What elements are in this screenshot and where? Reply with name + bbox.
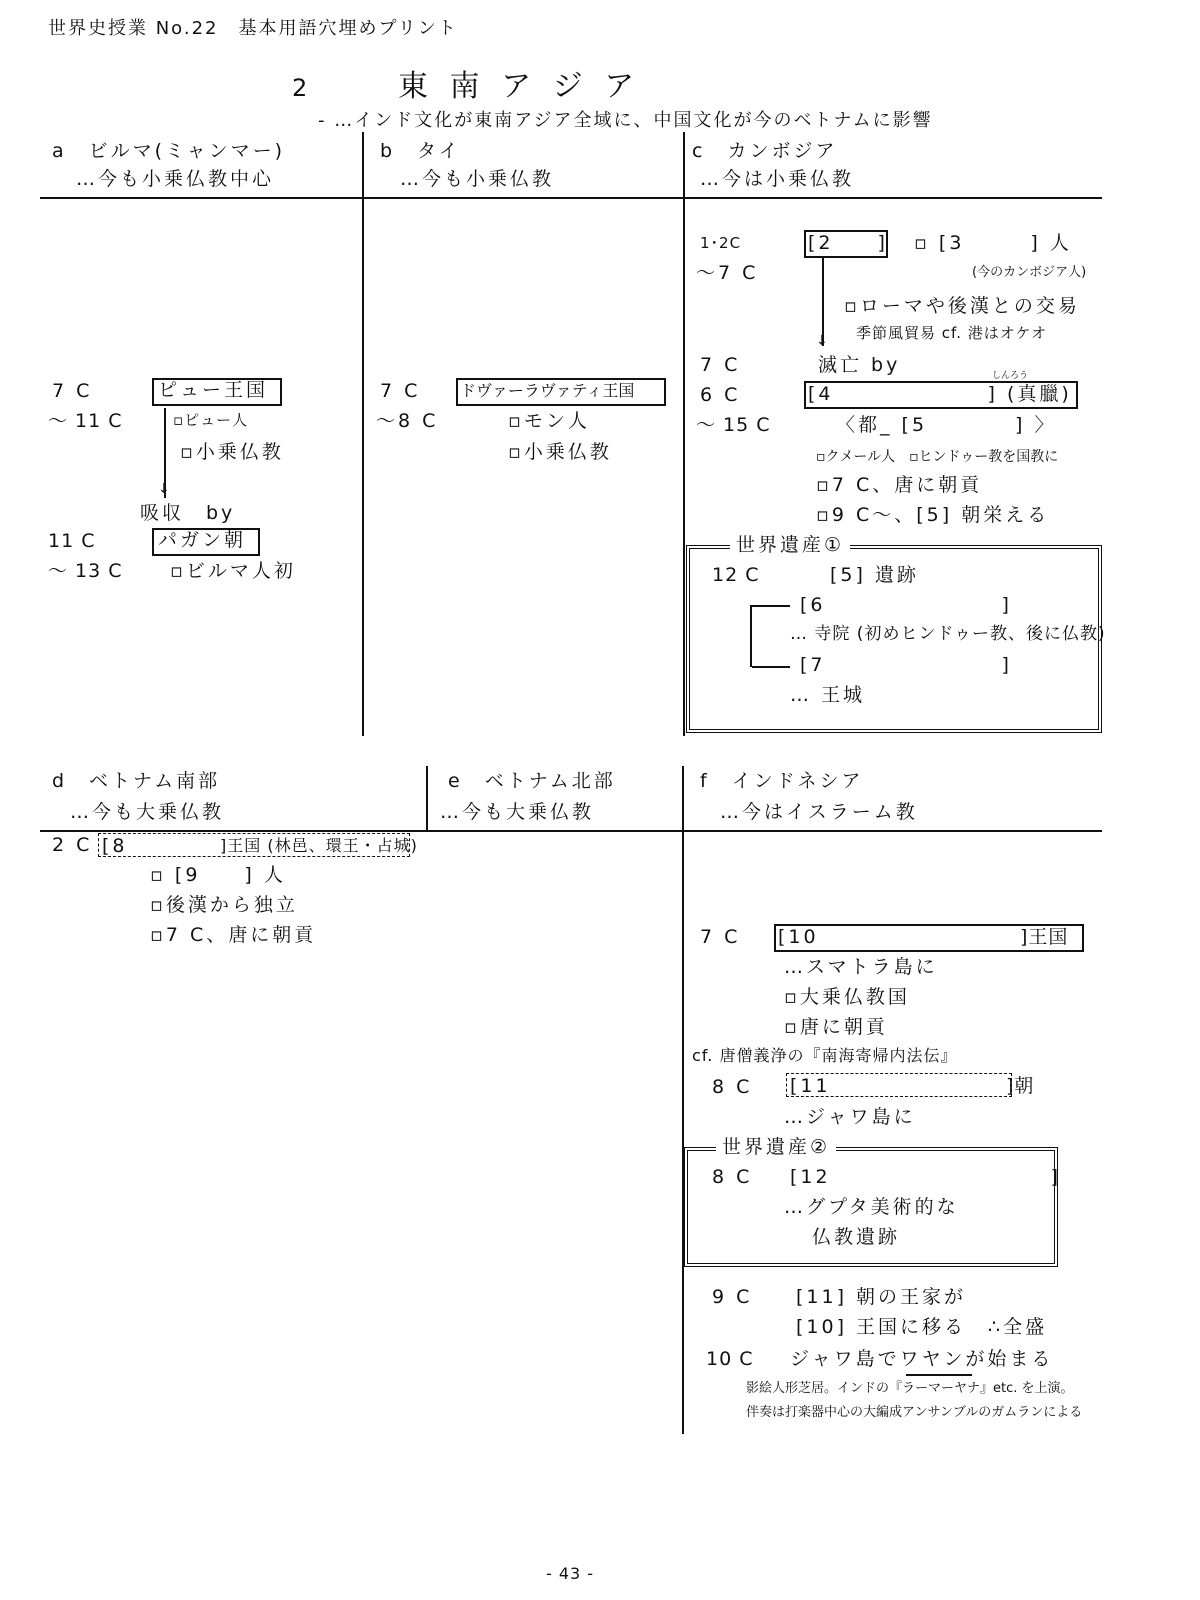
khmer-hindu: ▫クメール人 ▫ヒンドゥー教を国教に <box>816 449 1059 465</box>
royal-family-move: [11] 朝の王家が <box>796 1286 967 1308</box>
thai-time: 7 C <box>380 380 421 402</box>
ruby-shinro: しんろう <box>992 371 1029 381</box>
col-c-sub: …今は小乗仏教 <box>700 168 855 190</box>
heritage-1-ruins: [5] 遺跡 <box>830 564 919 586</box>
col-b-sub: …今も小乗仏教 <box>400 168 555 190</box>
col-a-sub: …今も小乗仏教中心 <box>76 168 275 190</box>
col-d-label: d ベトナム南部 <box>52 770 221 792</box>
burma-time-1: 7 C <box>52 380 93 402</box>
arrow-head-icon: ↓ <box>158 481 170 497</box>
col-e-sub: …今も大乗仏教 <box>440 801 595 823</box>
burmese-first: ▫ビルマ人初 <box>170 560 296 582</box>
indep-from-han: ▫後漢から独立 <box>150 894 298 916</box>
yijing-note: cf. 唐僧義浄の『南海寄帰内法伝』 <box>692 1046 958 1065</box>
blank-12: [12 ] <box>790 1166 1062 1188</box>
bracket-top <box>752 605 790 607</box>
page-number: - 43 - <box>546 1564 595 1583</box>
bottom-col-divider-1 <box>426 766 428 832</box>
pyu-people: ▫ピュー人 <box>173 411 249 429</box>
bracket-bottom <box>752 666 790 668</box>
java-island: …ジャワ島に <box>784 1106 916 1128</box>
indo-time-2: 8 C <box>712 1076 753 1098</box>
dvaravati-kingdom: ドヴァーラヴァティ王国 <box>460 381 635 400</box>
indo-time-3: 9 C <box>712 1286 753 1308</box>
indo-time-1: 7 C <box>700 926 741 948</box>
dynasty-prosper: ▫9 C～、[5] 朝栄える <box>816 504 1050 526</box>
mon-people: ▫モン人 <box>508 410 590 432</box>
moved-to-kingdom: [10] 王国に移る ∴全盛 <box>796 1316 1048 1338</box>
top-header-rule <box>40 197 1102 199</box>
srivijaya-kingdom: ]王国 <box>1020 926 1069 948</box>
col-e-label: e ベトナム北部 <box>448 770 616 792</box>
cam-time-1: 1･2C <box>700 234 742 252</box>
royal-castle: … 王城 <box>790 684 866 706</box>
rome-trade: ▫ローマや後漢との交易 <box>844 295 1080 317</box>
gupta-style: …グプタ美術的な <box>784 1196 959 1218</box>
temple-note: … 寺院 (初めヒンドゥー教、後に仏教) <box>790 624 1106 644</box>
thai-time-b: ～8 C <box>376 410 439 432</box>
bottom-col-divider-2 <box>682 766 684 1434</box>
absorb-by: 吸収 by <box>140 502 236 524</box>
col-b-label: b タイ <box>380 140 461 162</box>
blank-4-chenla: [4 ] (真臘) <box>808 383 1072 405</box>
thai-buddhism: ▫小乗仏教 <box>508 441 612 463</box>
pyu-kingdom: ピュー王国 <box>158 379 269 401</box>
cam-time-3b: ～ 15 C <box>696 414 771 436</box>
bracket-side <box>750 605 752 667</box>
vn-time: 2 C <box>52 834 93 856</box>
vn-tang-tribute: ▫7 C、唐に朝貢 <box>150 924 317 946</box>
monsoon-trade: 季節風貿易 cf. 港はオケオ <box>856 324 1048 342</box>
section-title: 東 南 ア ジ ア <box>398 69 641 104</box>
blank-11: [11 <box>790 1075 831 1097</box>
col-a-label: a ビルマ(ミャンマー) <box>52 140 286 162</box>
wayang-note-1: 影絵人形芝居。インドの『ラーマーヤナ』etc. を上演。 <box>746 1381 1074 1396</box>
bottom-header-rule <box>40 830 1102 832</box>
arrow-head-icon: ↓ <box>816 333 828 349</box>
section-number: 2 <box>292 74 311 102</box>
section-subtitle: - …インド文化が東南アジア全域に、中国文化が今のベトナムに影響 <box>318 110 933 131</box>
burma-time-2b: ～ 13 C <box>48 560 123 582</box>
tang-tribute: ▫7 C、唐に朝貢 <box>816 474 983 496</box>
cam-time-2: 7 C <box>700 354 741 376</box>
col-f-label: f インドネシア <box>700 770 864 792</box>
blank-3-note: (今のカンボジア人) <box>972 265 1087 280</box>
blank-9-people: ▫ [9 ] 人 <box>150 864 286 886</box>
destroy-by: 滅亡 by <box>818 354 901 376</box>
cam-time-3: 6 C <box>700 384 741 406</box>
top-col-divider-2 <box>683 132 685 736</box>
col-f-sub: …今はイスラーム教 <box>720 801 918 823</box>
wayang-note-2: 伴奏は打楽器中心の大編成アンサンブルのガムランによる <box>746 1405 1083 1420</box>
blank-8: [8 <box>102 835 128 857</box>
heritage-2-time: 8 C <box>712 1166 753 1188</box>
blank-7: [7 ] <box>800 654 1012 676</box>
worksheet-header: 世界史授業 No.22 基本用語穴埋めプリント <box>48 18 458 39</box>
indo-time-4: 10 C <box>706 1348 754 1370</box>
heritage-1-title: 世界遺産① <box>730 536 850 555</box>
blank-10: [10 <box>778 926 819 948</box>
heritage-2-title: 世界遺産② <box>716 1138 836 1157</box>
burma-time-2: 11 C <box>48 530 96 552</box>
burma-time-1b: ～ 11 C <box>48 410 123 432</box>
capital-blank-5: 〈都_ [5 ] 〉 <box>836 414 1057 436</box>
col-c-label: c カンボジア <box>692 140 838 162</box>
heritage-1-time: 12 C <box>712 564 760 586</box>
champa-kingdom: ]王国 (林邑、環王・占城) <box>220 836 418 855</box>
wayang-underline <box>906 1374 972 1376</box>
blank-3-people: ▫ [3 ] 人 <box>914 232 1072 254</box>
wayang-start: ジャワ島でワヤンが始まる <box>790 1348 1054 1370</box>
pyu-buddhism: ▫小乗仏教 <box>180 441 284 463</box>
sailendra-dynasty: ]朝 <box>1006 1075 1035 1097</box>
buddhist-ruins: 仏教遺跡 <box>812 1226 901 1248</box>
pagan-dynasty: パガン朝 <box>158 529 247 551</box>
mahayana-state: ▫大乗仏教国 <box>784 986 910 1008</box>
blank-2: [2 ] <box>808 232 888 254</box>
cam-time-1b: ～7 C <box>696 262 759 284</box>
top-col-divider-1 <box>362 132 364 736</box>
indo-tang-tribute: ▫唐に朝貢 <box>784 1016 888 1038</box>
sumatra: …スマトラ島に <box>784 956 938 978</box>
col-d-sub: …今も大乗仏教 <box>70 801 225 823</box>
blank-6: [6 ] <box>800 594 1012 616</box>
